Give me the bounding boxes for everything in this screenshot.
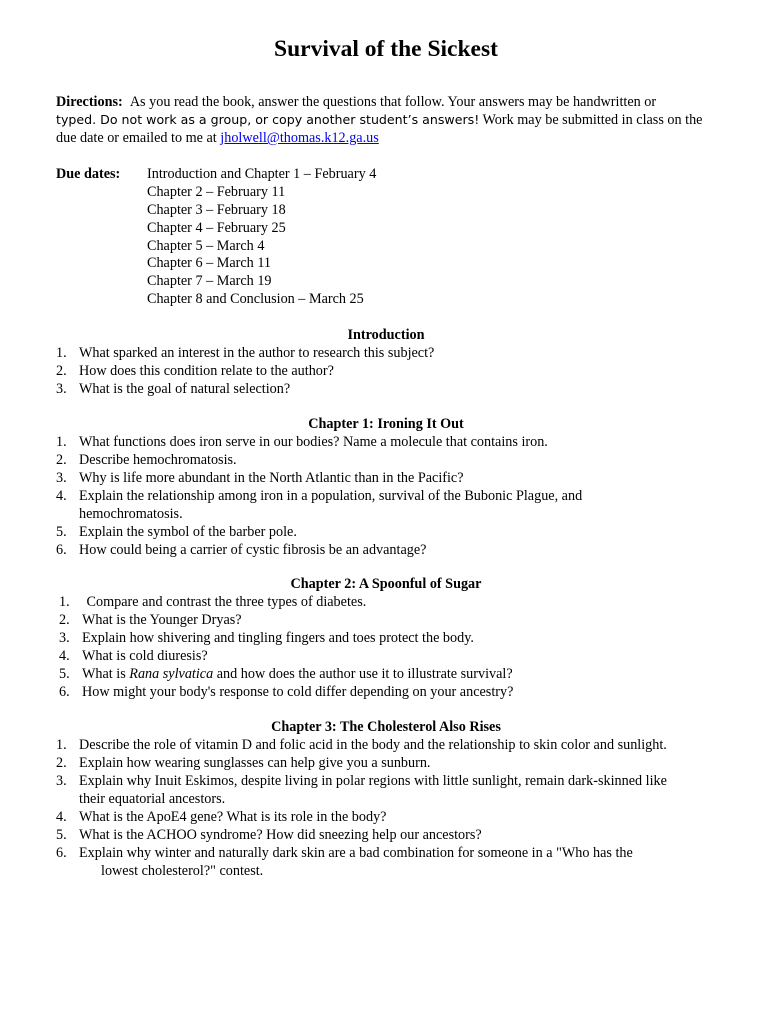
question-item: 3. Explain why Inuit Eskimos, despite living in polar regions with little sunlight, remain dark-skinned like their equatorial ancestors. <box>56 773 667 807</box>
due-dates-list <box>147 165 376 308</box>
section-heading: Chapter 1: Ironing It Out <box>308 416 464 432</box>
due-dates-label: Due dates: <box>56 166 121 182</box>
question-item: 2. What is the Younger Dryas? <box>59 612 242 628</box>
due-date-item: Chapter 8 and Conclusion – March 25 <box>147 291 364 308</box>
due-date-item: Chapter 2 – February 11 <box>147 183 286 200</box>
page-title: Survival of the Sickest <box>274 36 498 62</box>
directions-text-3: due date or emailed to me at <box>56 130 221 146</box>
due-date-item: Introduction and Chapter 1 – February 4 <box>147 166 377 182</box>
question-item: 2. Describe hemochromatosis. <box>56 452 237 468</box>
question-item: 1. Compare and contrast the three types of diabetes. <box>59 594 367 610</box>
due-date-item: Chapter 5 – March 4 <box>147 237 265 254</box>
due-date-item: Chapter 4 – February 25 <box>147 219 286 236</box>
directions-line-1 <box>56 93 656 111</box>
question-item: 3. Explain how shivering and tingling fingers and toes protect the body. <box>59 630 474 646</box>
species-name: Rana sylvatica <box>129 666 214 682</box>
directions-line-3 <box>56 129 379 147</box>
question-item: 3. Why is life more abundant in the North Atlantic than in the Pacific? <box>56 470 464 486</box>
section-heading: Chapter 3: The Cholesterol Also Rises <box>271 719 501 735</box>
due-date-item: Chapter 3 – February 18 <box>147 201 286 218</box>
question-item: 4. What is cold diuresis? <box>59 648 208 664</box>
question-item: 6. How could being a carrier of cystic fibrosis be an advantage? <box>56 542 427 558</box>
question-item: 1. What functions does iron serve in our bodies? Name a molecule that contains iron. <box>56 434 548 450</box>
due-date-item: Chapter 6 – March 11 <box>147 255 271 272</box>
directions-text-2a: typed. Do not work as a group, or copy another student’s answers! <box>56 112 480 127</box>
section-introduction <box>56 326 716 398</box>
question-item: 5. What is the ACHOO syndrome? How did sneezing help our ancestors? <box>56 827 482 843</box>
email-link[interactable]: jholwell@thomas.k12.ga.us <box>220 130 379 146</box>
question-item: 2. Explain how wearing sunglasses can help give you a sunburn. <box>56 755 431 771</box>
directions-label: Directions: <box>56 94 123 110</box>
question-item: 4. What is the ApoE4 gene? What is its role in the body? <box>56 809 387 825</box>
section-chapter-1 <box>56 415 716 559</box>
question-item: 6. Explain why winter and naturally dark skin are a bad combination for someone in a "Who has the lowest cholesterol?" contest. <box>56 845 633 879</box>
section-chapter-3 <box>56 718 716 880</box>
due-date-item: Chapter 7 – March 19 <box>147 273 272 290</box>
question-item: 1. What sparked an interest in the author to research this subject? <box>56 345 435 361</box>
question-item: 4. Explain the relationship among iron in a population, survival of the Bubonic Plague, and hemochromatosis. <box>56 488 583 522</box>
question-item: 6. How might your body's response to cold differ depending on your ancestry? <box>59 684 514 700</box>
question-item: 5. Explain the symbol of the barber pole. <box>56 524 297 540</box>
directions-line-2 <box>56 111 702 129</box>
directions-text-2b: Work may be submitted in class on the <box>479 112 703 128</box>
section-chapter-2 <box>56 575 716 701</box>
section-heading: Introduction <box>347 327 425 343</box>
question-item: 1. Describe the role of vitamin D and folic acid in the body and the relationship to skin color and sunlight. <box>56 737 667 753</box>
question-item: 2. How does this condition relate to the author? <box>56 363 334 379</box>
section-heading: Chapter 2: A Spoonful of Sugar <box>290 576 482 592</box>
question-item: 5. What is Rana sylvatica and how does the author use it to illustrate survival? <box>59 666 513 682</box>
question-item: 3. What is the goal of natural selection? <box>56 381 291 397</box>
directions-text-1: As you read the book, answer the questions that follow. Your answers may be handwritten or <box>129 94 657 110</box>
